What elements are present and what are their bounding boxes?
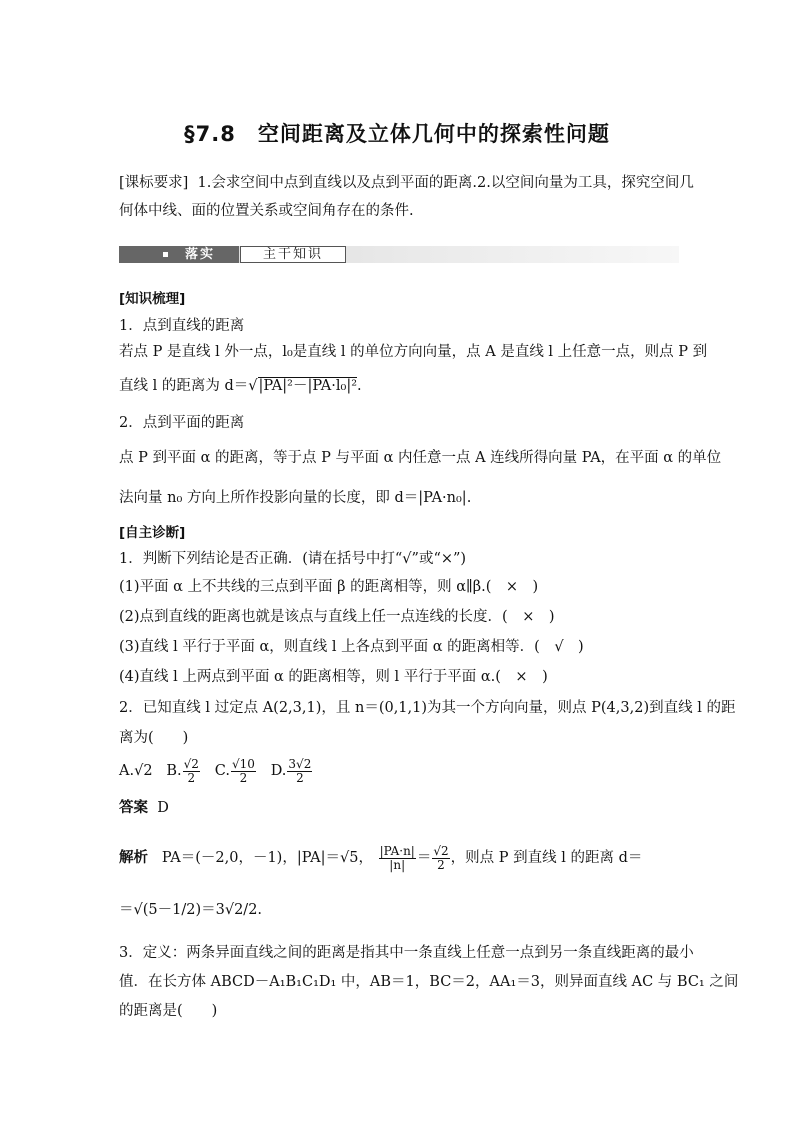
knowledge-s1-line2: 直线 l 的距离为 d＝√|PA|²－|PA·l₀|². [119, 378, 362, 394]
knowledge-heading: [知识梳理] [119, 291, 186, 307]
knowledge-s1-title: 1．点到直线的距离 [119, 318, 245, 334]
solution-line-2: ＝√(5－1/2)＝3√2/2. [119, 902, 263, 918]
sqrt-sign: √ [248, 378, 258, 394]
banner-tag: 落实 [119, 246, 239, 263]
diagnosis-heading: [自主诊断] [119, 525, 186, 541]
answer-label: 答案 [119, 800, 148, 816]
requirements-line-1: [课标要求] 1.会求空间中点到直线以及点到平面的距离.2.以空间向量为工具，探究空间几 [119, 175, 694, 191]
answer-line [119, 798, 169, 818]
question-3-line-3: 的距离是( ) [119, 1003, 218, 1019]
question-2-options [119, 754, 313, 788]
section-title: 空间距离及立体几何中的探索性问题 [257, 122, 610, 146]
answer-value: D [157, 800, 169, 816]
question-3-line-2: 值．在长方体 ABCD－A₁B₁C₁D₁ 中，AB＝1，BC＝2，AA₁＝3，则异面直线 AC 与 BC₁ 之间 [119, 974, 739, 990]
question-1-item-1: (1)平面 α 上不共线的三点到平面 β 的距离相等，则 α∥β.( × ) [119, 579, 539, 595]
question-1: 1．判断下列结论是否正确．(请在括号中打“√”或“×”) [119, 551, 467, 567]
option-c: C. $\frac{√10}{2}$ [214, 756, 255, 785]
solution-fraction: $\frac{|PA\cdot n|}{|n|}$ [379, 843, 415, 872]
question-2-line-1: 2．已知直线 l 过定点 A(2,3,1)，且 n＝(0,1,1)为其一个方向向量，则点 P(4,3,2)到直线 l 的距 [119, 700, 736, 716]
knowledge-s2-line1: 点 P 到平面 α 的距离，等于点 P 与平面 α 内任意一点 A 连线所得向量 PA，在平面 α 的单位 [119, 450, 722, 466]
knowledge-s2-title: 2．点到平面的距离 [119, 415, 245, 431]
distance-formula: |PA|²－|PA·l₀|² [258, 378, 358, 394]
question-3-line-1: 3．定义：两条异面直线之间的距离是指其中一条直线上任意一点到另一条直线距离的最小 [119, 945, 694, 961]
requirements-line-2: 何体中线、面的位置关系或空间角存在的条件. [119, 203, 414, 219]
section-banner [119, 246, 679, 263]
question-1-item-3: (3)直线 l 平行于平面 α，则直线 l 上各点到平面 α 的距离相等．( √ ) [119, 639, 584, 655]
page-title [0, 118, 794, 148]
option-a: A.√2 [119, 763, 153, 779]
question-2-line-2: 离为( ) [119, 730, 189, 746]
knowledge-s2-line2: 法向量 n₀ 方向上所作投影向量的长度，即 d＝|PA·n₀|. [119, 490, 472, 506]
question-1-item-4: (4)直线 l 上两点到平面 α 的距离相等，则 l 平行于平面 α.( × ) [119, 669, 548, 685]
question-1-item-2: (2)点到直线的距离也就是该点与直线上任一点连线的长度．( × ) [119, 609, 555, 625]
banner-subtitle: 主干知识 [240, 246, 346, 263]
section-number: §7.8 [184, 122, 236, 146]
requirements-label: [课标要求] [119, 175, 189, 191]
solution-value: $\frac{√2}{2}$ [433, 843, 449, 872]
option-d: D. $\frac{3√2}{2}$ [270, 756, 312, 785]
knowledge-s1-line1: 若点 P 是直线 l 外一点，l₀是直线 l 的单位方向向量，点 A 是直线 l 上任意一点，则点 P 到 [119, 344, 708, 360]
square-icon [163, 252, 168, 257]
solution-label: 解析 [119, 850, 148, 866]
solution-line-1: 解析 PA＝(－2,0，－1)，|PA|＝√5， $\frac{|PA\cdot n|}{|n|}$ ＝ $\frac{√2}{2}$ ，则点 P 到直线 l 的距离 d＝ [119, 843, 643, 872]
option-b: B. $\frac{√2}{2}$ [166, 756, 199, 785]
plane-distance-formula: |PA·n₀|. [418, 490, 472, 506]
